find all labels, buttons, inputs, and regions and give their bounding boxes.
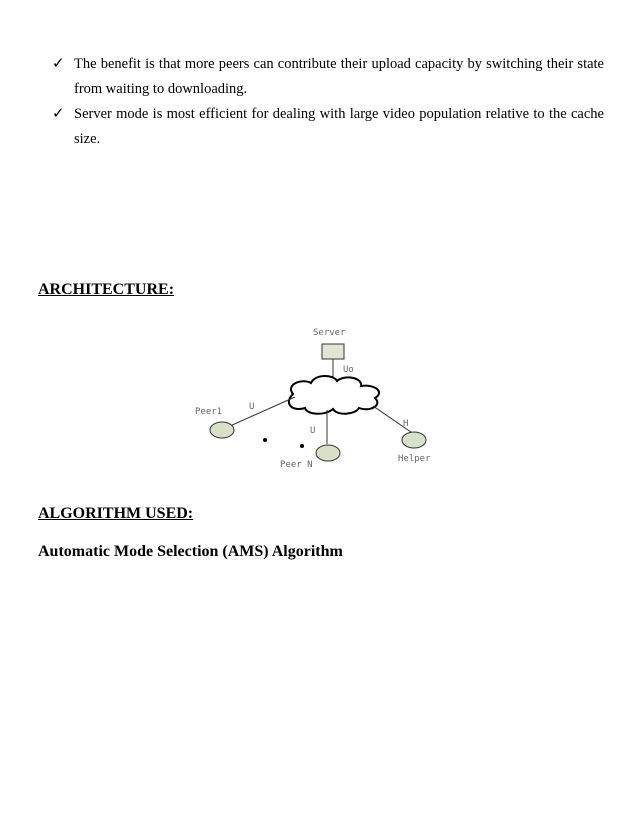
architecture-diagram: [185, 322, 445, 482]
ellipsis-dot: [263, 438, 267, 442]
peer1-label: Peer1: [195, 407, 223, 417]
peer1-node: [210, 422, 234, 438]
checkmark-icon: ✓: [52, 56, 65, 72]
ellipsis-dot: [300, 444, 304, 448]
server-label: Server: [313, 328, 346, 338]
algorithm-name: Automatic Mode Selection (AMS) Algorithm: [38, 543, 343, 560]
bullet-text: Server mode is most efficient for dealing with large video population relative to the cache size.: [74, 106, 604, 147]
network-cloud: [289, 376, 379, 414]
benefits-list: [52, 52, 604, 152]
bullet-text: The benefit is that more peers can contribute their upload capacity by switching their state from waiting to downloading.: [74, 56, 604, 97]
link-label-peer1: U: [249, 402, 255, 412]
peerN-label: Peer N: [280, 460, 313, 470]
list-item: [52, 52, 604, 102]
link-label-peerN: U: [310, 426, 316, 436]
list-item: [52, 102, 604, 152]
checkmark-icon: ✓: [52, 106, 65, 122]
helper-label: Helper: [398, 454, 431, 464]
server-node: [322, 344, 344, 359]
algorithm-heading: ALGORITHM USED:: [38, 505, 194, 522]
peerN-node: [316, 445, 340, 461]
peer1-link: [230, 397, 295, 426]
link-label-helper: H: [403, 419, 409, 429]
helper-node: [402, 432, 426, 448]
server-link-label: Uo: [343, 365, 354, 375]
architecture-heading: ARCHITECTURE:: [38, 281, 175, 298]
